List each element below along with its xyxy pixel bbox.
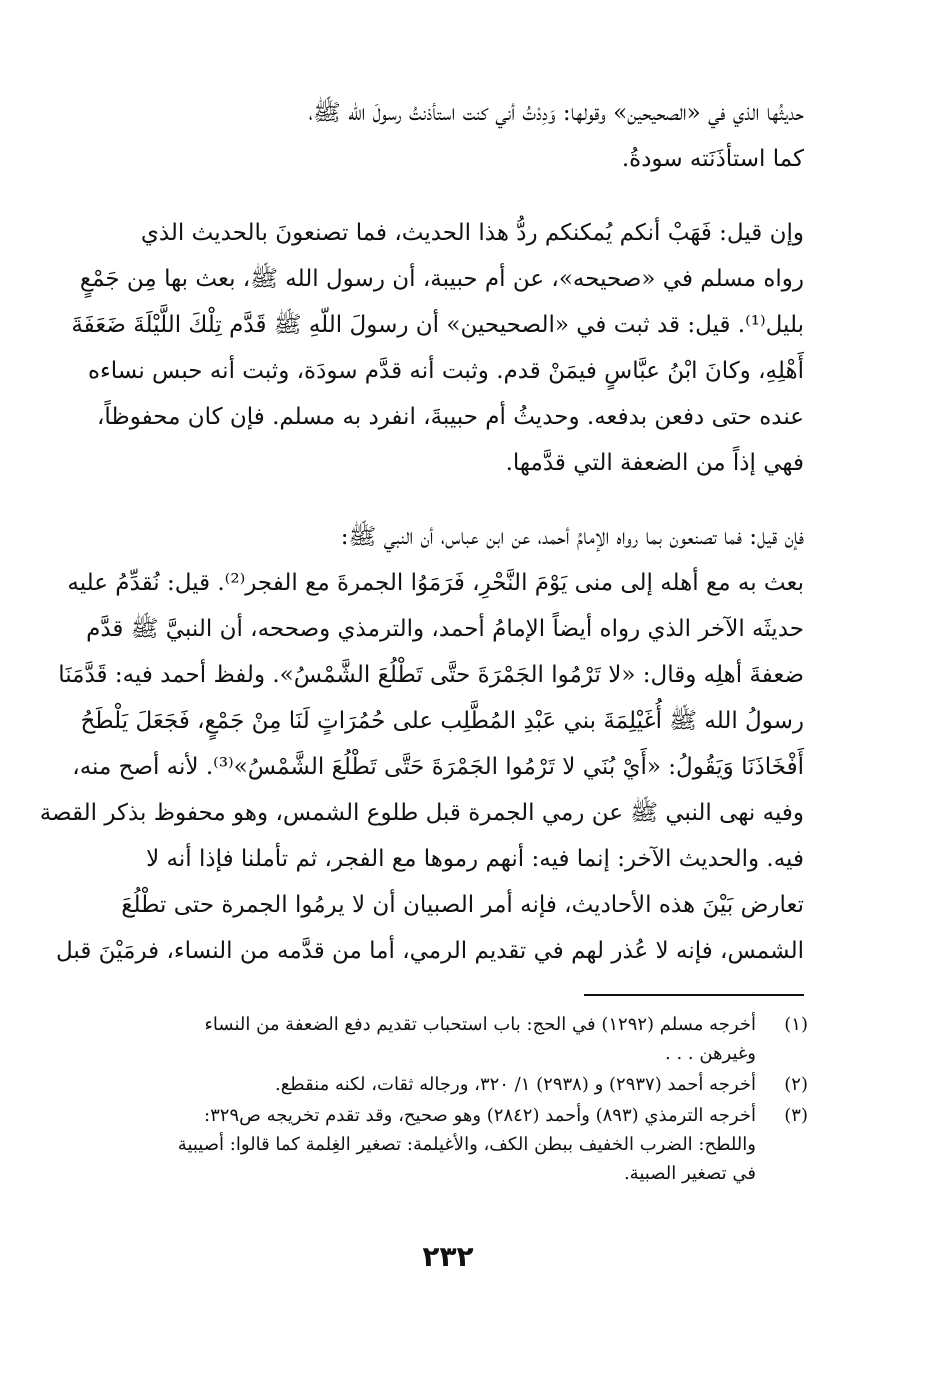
- text-line: فهي إذاً من الضعفة التي قدَّمها.: [505, 450, 804, 476]
- text-line: ضعفةَ أهلِه وقال: «لا تَرْمُوا الجَمْرَةَ حتَّى تَطْلُعَ الشَّمْسُ». ولفظ أحمد فيه: قَدَّمَنَا: [58, 662, 804, 688]
- footnote-text: [88, 1010, 756, 1068]
- text-line: فإن قيل: فما تصنعون بما رواه الإمامُ أحمد، عن ابن عباس، أن النبي ﷺ:: [340, 524, 804, 550]
- paragraph-1: [88, 90, 804, 182]
- text-line: أَهْلِهِ، وكانَ ابْنُ عبَّاسٍ فيمَنْ قدم. وثبت أنه قدَّم سودَة، وثبت أنه حبس نساءه: [87, 358, 804, 384]
- footnote-line: أخرجه الترمذي (٨٩٣) وأحمد (٢٨٤٢) وهو صحيح، وقد تقدم تخريجه ص٣٢٩:: [204, 1105, 756, 1126]
- text-line: رسولُ الله ﷺ أُغَيْلِمَةَ بني عَبْدِ المُطَّلِب على حُمُرَاتٍ لَنَا مِنْ جَمْعٍ، فَجَعَلَ يَلْطَحُ: [80, 708, 804, 734]
- footnote-text: [88, 1070, 756, 1099]
- footnote-number: (٢): [784, 1074, 808, 1095]
- text-line: الشمس، فإنه لا عُذر لهم في تقديم الرمي، أما من قدَّمه من النساء، فرمَيْنَ قبل: [56, 938, 804, 964]
- footnote-line: أخرجه مسلم (١٢٩٢) في الحج: باب استحباب تقديم دفع الضعفة من النساء: [204, 1014, 756, 1035]
- footnote-line: واللطح: الضرب الخفيف ببطن الكف، والأغيلمة: تصغير الغِلمة كما قالوا: أصيبية: [177, 1134, 756, 1155]
- footnote-number: (١): [784, 1014, 808, 1035]
- text-line: فيه. والحديث الآخر: إنما فيه: أنهم رموها مع الفجر، ثم تأملنا فإذا أنه لا: [146, 846, 804, 872]
- paragraph-3: [39, 514, 804, 974]
- text-line: كما استأذَنَته سودةُ.: [621, 146, 804, 172]
- page-number: ٢٣٢: [422, 1240, 474, 1273]
- footnote-3: [88, 1101, 808, 1188]
- text-line: وفيه نهى النبي ﷺ عن رمي الجمرة قبل طلوع الشمس، وهو محفوظ بذكر القصة: [39, 800, 804, 826]
- text-line: وإن قيل: فَهَبْ أنكم يُمكنكم ردُّ هذا الحديث، فما تصنعونَ بالحديث الذي: [140, 220, 804, 246]
- text-line: حديثُها الذي في «الصحيحين» وقولها: وَدِدْتُ أني كنت استأذنتُ رسولَ الله ﷺ،: [308, 100, 804, 126]
- text-line: عنده حتى دفعن بدفعه. وحديثُ أم حبيبةَ، انفرد به مسلم. فإن كان محفوظاً،: [96, 404, 804, 430]
- footnote-1: [88, 1010, 808, 1068]
- footnote-2: [88, 1070, 808, 1099]
- text-line: بعث به مع أهله إلى منى يَوْمَ النَّحْرِ، فَرَمَوُا الجمرةَ مع الفجر⁽²⁾. قيل: نُقدِّمُ عليه: [67, 570, 804, 596]
- footnote-line: في تصغير الصبية.: [623, 1163, 756, 1184]
- footnote-text: [88, 1101, 756, 1188]
- footnote-line: أخرجه أحمد (٢٩٣٧) و (٢٩٣٨) ١/ ٣٢٠، ورجاله ثقات، لكنه منقطع.: [275, 1074, 756, 1095]
- paragraph-2: [71, 210, 804, 486]
- footnote-line: وغيرهن . . .: [665, 1043, 756, 1064]
- text-line: رواه مسلم في «صحيحه»، عن أم حبيبة، أن رسول الله ﷺ، بعث بها مِن جَمْعٍ: [79, 266, 804, 292]
- text-line: تعارض بَيْنَ هذه الأحاديث، فإنه أمر الصبيان أن لا يرمُوا الجمرة حتى تطْلُعَ: [121, 892, 804, 918]
- text-line: حديثَه الآخر الذي رواه أيضاً الإمامُ أحمد، والترمذي وصححه، أن النبيَّ ﷺ قدَّم: [86, 616, 804, 642]
- footnote-divider: [584, 994, 804, 996]
- footnote-number: (٣): [784, 1105, 808, 1126]
- text-line: بليل⁽¹⁾. قيل: قد ثبت في «الصحيحين» أن رسولَ اللّهِ ﷺ قَدَّم تِلْكَ اللَّيْلَةَ ضَعَفَةَ: [71, 312, 804, 338]
- footnotes: [88, 1010, 808, 1190]
- main-text: [39, 90, 804, 1002]
- text-line: أَفْخَاذَنَا وَيَقُولُ: «أَيْ بُنَي لا تَرْمُوا الجَمْرَةَ حَتَّى تَطْلُعَ الشَّمْسُ»⁽³⁾. لأنه أصح منه،: [72, 754, 804, 780]
